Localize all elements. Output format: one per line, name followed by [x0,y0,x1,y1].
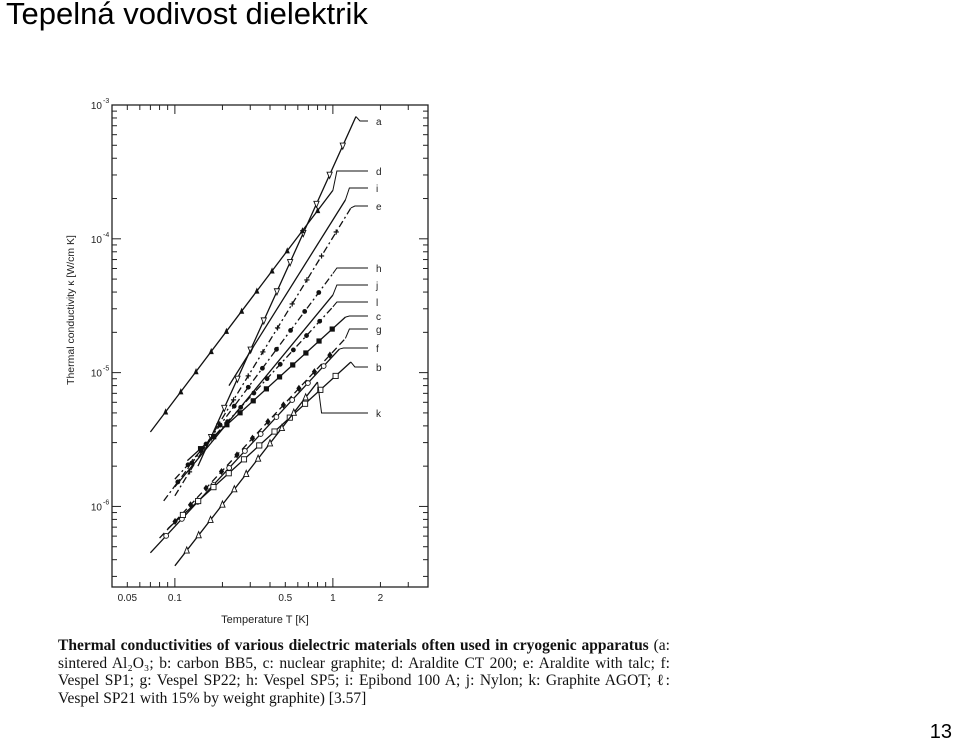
series-label-c [345,312,381,323]
label-leader [345,188,368,200]
data-point [246,385,251,390]
label-leader [345,316,368,317]
figure-caption [58,637,670,707]
x-tick-label: 0.5 [278,593,293,604]
data-point [257,443,262,448]
data-point [265,376,270,381]
data-point [290,398,295,403]
data-point [306,381,311,386]
data-point [232,404,237,409]
slide-title: Tepelná vodivost dielektrik [6,0,368,31]
series-labels [318,117,382,420]
y-tick-exponent: -5 [103,365,110,373]
series-label-text: h [376,264,382,275]
caption-body: (a: sintered Al₂O₃; b: carbon BB5, c: nuclear graphite; d: Araldite CT 200; e: Araldite with talc; f: Vespel SP1; g: Vespel SP22; h: Vespel SP5; i: Epibond 100 A; j: Nylon; k: Graphite AGOT; ℓ: Vespel SP21 with 15% by weight graphite) [3.57] [58,637,670,707]
data-point [237,410,242,415]
data-point [227,466,232,471]
data-point [317,319,322,324]
data-point [218,423,223,428]
data-point [198,446,203,451]
data-point [274,415,279,420]
label-leader [333,268,368,274]
data-point [241,457,246,462]
data-point [251,391,256,396]
series-label-b [351,362,382,374]
series-label-a [356,117,382,128]
label-leader [339,348,368,349]
data-point [180,512,185,517]
label-leader [351,362,368,367]
series-label-text: d [376,167,382,178]
data-point [291,348,296,353]
data-point [272,429,277,434]
caption-lead: Thermal conductivities of various dielectric materials often used in cryogenic apparatus [58,637,649,654]
y-tick-exponent: -3 [103,98,110,105]
series-label-text: l [376,298,379,309]
series-label-text: f [376,344,379,355]
series-label-text: j [376,281,379,292]
series-label-h [333,264,382,275]
data-point [304,333,309,338]
series-a [198,117,356,467]
series-label-i [345,184,378,200]
data-point [274,347,279,352]
series-label-f [339,344,379,355]
series-label-j [333,281,378,295]
y-tick-label: 10 [90,101,102,112]
x-tick-label: 0.05 [117,593,138,604]
series-label-text: c [376,312,381,323]
data-point [211,434,216,439]
data-point [302,309,307,314]
series-label-g [345,325,381,338]
data-point [211,485,216,490]
series-label-k [318,382,382,420]
y-tick-exponent: -6 [103,499,110,507]
series-g [160,338,346,538]
data-point [196,498,201,503]
data-point [260,366,265,371]
data-point [278,362,283,367]
series-label-text: k [376,409,381,420]
label-leader [333,285,368,295]
series-label-text: b [376,363,382,374]
series-label-text: i [376,184,379,195]
data-point [303,350,308,355]
x-tick-label: 2 [377,593,384,604]
label-leader [333,171,368,190]
y-tick-label: 10 [90,502,102,514]
y-tick-label: 10 [90,234,102,246]
data-point [316,290,321,295]
data-series [150,117,356,566]
data-point [333,373,338,378]
y-tick-exponent: -4 [103,231,110,239]
label-leader [356,117,368,121]
data-point [290,362,295,367]
data-point [238,405,243,410]
data-point [316,338,321,343]
data-point [251,398,256,403]
y-tick-label: 10 [90,368,102,380]
label-leader [318,382,368,413]
thermal-conductivity-chart [50,95,450,635]
data-point [243,449,248,454]
x-axis-title: Temperature T [K] [221,614,309,626]
data-point [226,471,231,476]
series-f [150,349,339,553]
data-point [164,533,169,538]
data-point [186,462,191,467]
series-label-e [351,202,382,213]
y-axis-title: Thermal conductivity κ [W/cm K] [65,235,77,385]
x-tick-label: 1 [330,593,336,604]
data-point [330,326,335,331]
label-leader [351,206,368,208]
data-point [277,374,282,379]
series-label-text: g [376,325,382,336]
x-tick-label: 0.1 [167,593,182,604]
page-number: 13 [929,721,952,743]
data-point [258,432,263,437]
data-point [321,364,326,369]
data-point [224,422,229,427]
series-label-text: a [376,117,382,128]
label-leader [345,329,368,338]
data-point [302,401,307,406]
data-point [288,328,293,333]
series-k [175,382,318,566]
series-label-l [333,298,378,309]
label-leader [333,302,368,307]
series-label-d [333,167,382,190]
series-label-text: e [376,202,382,213]
data-point [264,386,269,391]
